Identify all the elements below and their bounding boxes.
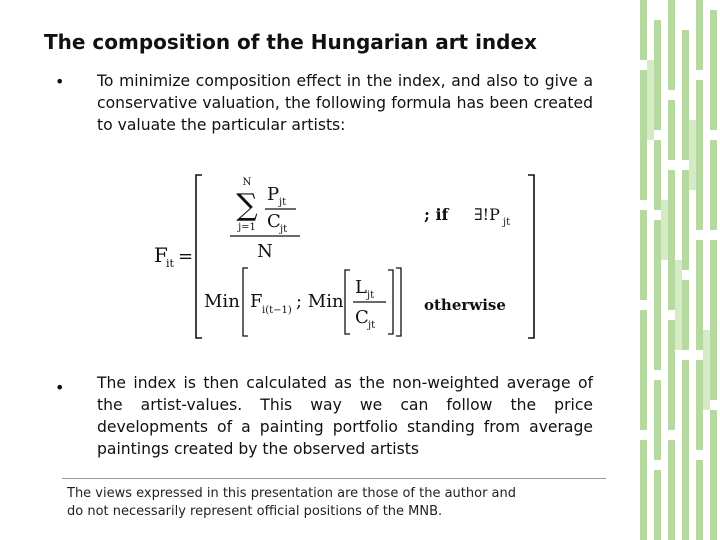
footer-divider	[62, 478, 606, 479]
inner-min: ; Min	[296, 291, 344, 312]
inner-denominator: C	[267, 211, 281, 232]
ratio-numerator-sub: jt	[367, 290, 375, 301]
previous-index-sub: i(t−1)	[262, 305, 292, 316]
previous-index-symbol: F	[250, 291, 263, 312]
otherwise-label: otherwise	[424, 296, 506, 314]
inner-min-right-bracket	[388, 270, 393, 334]
inner-numerator: P	[267, 184, 280, 205]
ratio-denominator-sub: jt	[368, 320, 376, 331]
bullet-text: To minimize composition effect in the index, and also to give a conservative valuation, the following formula has been created to valuate the particular artists:	[97, 72, 593, 134]
equals-sign: =	[178, 246, 194, 267]
inner-numerator-sub: jt	[279, 197, 287, 208]
bullet-marker: •	[55, 72, 65, 91]
inner-min-left-bracket	[345, 270, 350, 334]
outer-right-bracket	[528, 175, 534, 338]
decorative-bars-pattern	[636, 0, 720, 540]
inner-denominator-sub: jt	[280, 224, 288, 235]
bullet-marker: •	[55, 378, 65, 397]
lhs-subscript: it	[166, 257, 174, 270]
sum-sign: ∑	[236, 188, 258, 223]
ratio-numerator: L	[355, 277, 367, 298]
outer-denominator: N	[257, 241, 273, 262]
sum-lower-limit: j=1	[238, 222, 256, 233]
slide-title: The composition of the Hungarian art index	[44, 30, 537, 54]
disclaimer-line: do not necessarily represent official positions of the MNB.	[67, 504, 443, 519]
lhs-symbol: F	[154, 243, 168, 267]
exists-subscript: jt	[503, 217, 511, 228]
min-outer: Min	[204, 291, 240, 312]
min-right-bracket	[396, 268, 401, 336]
exists-unique: ∃!P	[474, 205, 500, 224]
disclaimer-line: The views expressed in this presentation are those of the author and	[67, 486, 517, 501]
disclaimer	[67, 485, 516, 521]
min-left-bracket	[243, 268, 248, 336]
bullet-text: The index is then calculated as the non-weighted average of the artist-values. This way we can follow the price developments of a painting portfolio standing from average paintings created by the observed artists	[97, 374, 593, 458]
sum-upper-limit: N	[242, 177, 252, 188]
outer-left-bracket	[196, 175, 202, 338]
valuation-formula	[150, 170, 560, 345]
ratio-denominator: C	[355, 307, 369, 328]
condition-if: ; if	[424, 205, 449, 224]
